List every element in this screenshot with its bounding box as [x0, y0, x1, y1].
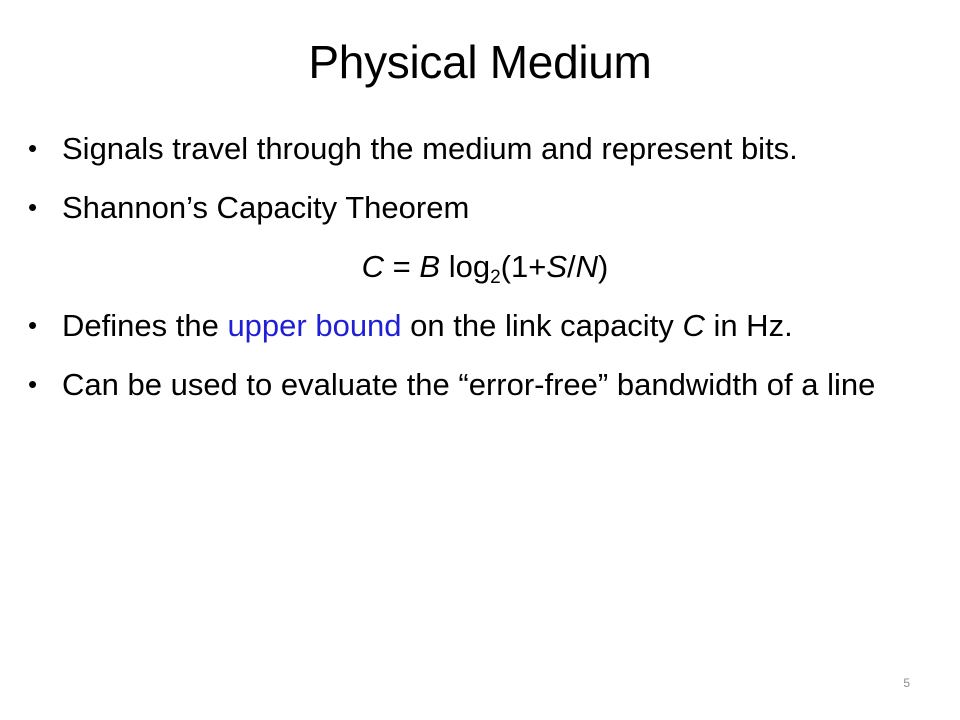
upper-bound-highlight: upper bound: [227, 308, 402, 343]
bullet-text-middle: on the link capacity: [401, 308, 683, 343]
bullet-text: Shannon’s Capacity Theorem: [62, 190, 470, 225]
formula-log: log: [440, 249, 491, 284]
bullet-icon: •: [28, 192, 38, 222]
page-number: 5: [903, 676, 910, 690]
formula-equals: =: [384, 249, 420, 284]
bullet-item-shannon: [28, 187, 928, 228]
formula-close: ): [598, 249, 609, 284]
formula-capacity-symbol: C: [361, 249, 385, 284]
bullet-text-end: in Hz.: [704, 308, 793, 343]
formula-signal-symbol: S: [546, 249, 567, 284]
bullet-text: Signals travel through the medium and represent bits.: [62, 131, 798, 166]
bullet-text: [62, 308, 793, 343]
bullet-icon: •: [28, 369, 38, 399]
bullet-item-upper-bound: [28, 305, 928, 346]
bullet-text-start: Defines the: [62, 308, 228, 343]
slide-title: Physical Medium: [308, 36, 652, 88]
capacity-formula: [28, 246, 928, 287]
bullet-item-error-free: [28, 364, 928, 405]
bullet-text: Can be used to evaluate the “error-free” bandwidth of a line: [62, 367, 876, 402]
formula-slash: /: [567, 249, 576, 284]
formula-noise-symbol: N: [575, 249, 599, 284]
slide-content: [28, 128, 928, 423]
capacity-variable: C: [682, 308, 705, 343]
bullet-icon: •: [28, 310, 38, 340]
bullet-icon: •: [28, 133, 38, 163]
formula-bandwidth-symbol: B: [419, 249, 441, 284]
formula-log-base: 2: [490, 267, 501, 288]
bullet-item-signals: [28, 128, 928, 169]
formula-open: (1+: [500, 249, 547, 284]
